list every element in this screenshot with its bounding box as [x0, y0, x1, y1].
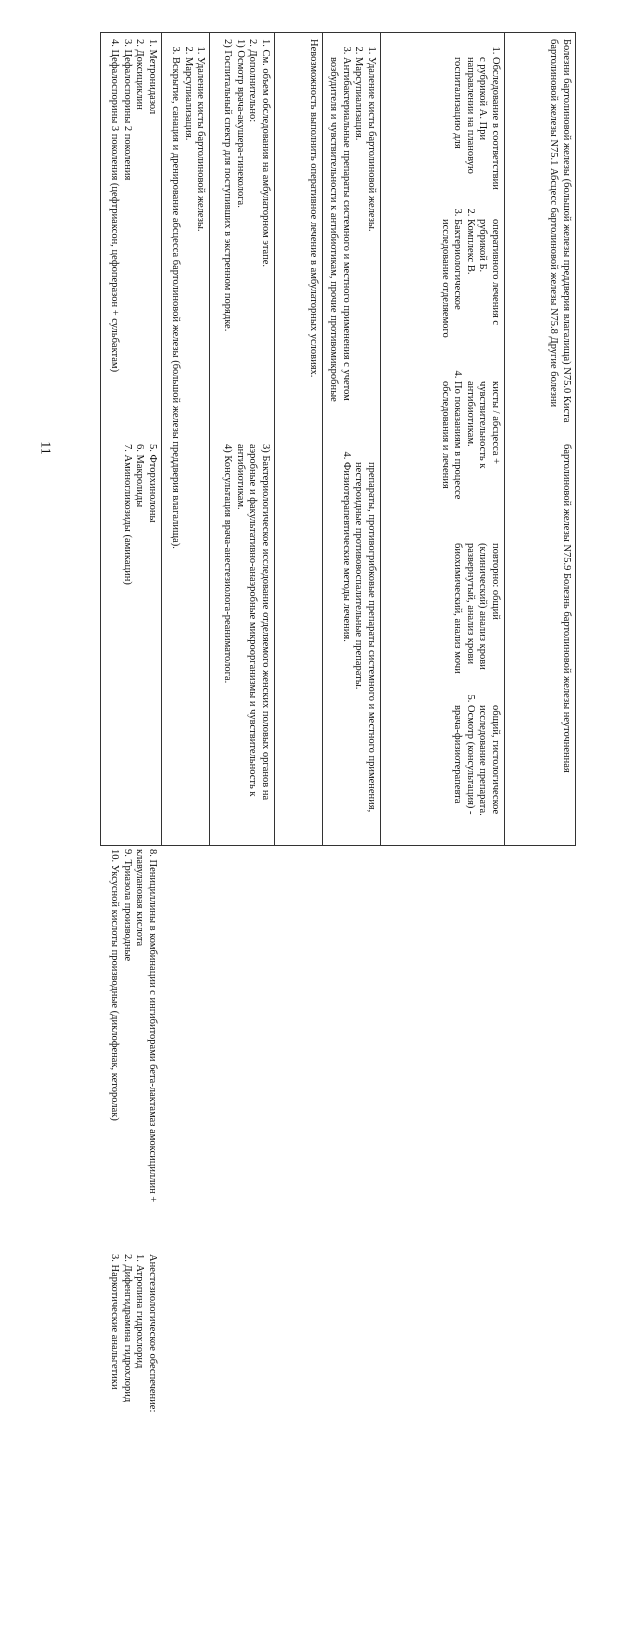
hospital-exam-num: 1. — [259, 39, 271, 47]
medication-num: 3. — [122, 39, 133, 47]
diagnosis-text: Болезни бартолиновой железы (большой железы преддверия влагалища) N75.0 Киста бартолиновой железы N75.1 Абсцесс бартолиновой железы N75.8 Другие болезни бартолиновой железы N75.9 Болезнь бартолиновой железы неуточненная — [548, 39, 572, 773]
hospital-exam-num: 1) — [234, 39, 246, 48]
table-row-diagnosis — [504, 33, 575, 845]
treatment-cell — [323, 33, 380, 845]
medication-num: 6. — [134, 444, 146, 452]
examination-item: 5. Осмотр (консультация) - врача-физиотерапевта — [451, 705, 476, 839]
hospital-exam-text: См. объем обследования на амбулаторном этапе. — [259, 49, 271, 267]
hospital-treatment-item: 3. Вскрытие, санация и дренирование абсцесса бартолиновой железы (большой железы преддверия влагалища). — [169, 57, 182, 839]
medication-item — [121, 39, 134, 434]
medication-text: Цефалоспорины 3 поколения (цефтриаксон, цефоперазон + сульбактам) — [109, 49, 121, 373]
treatment-standards-table — [100, 32, 576, 1413]
treatment-list — [327, 39, 377, 839]
rotated-table-frame — [100, 32, 576, 1413]
hospital-exam-num: 2) — [222, 39, 234, 48]
hospital-examination-cell — [210, 33, 274, 845]
table-row-treatment — [322, 33, 380, 845]
hospital-treatment-list — [169, 39, 207, 839]
examination-item: 3. Бактериологическое исследование отделяемого кисты / абсцесса + чувствительность к антибиотикам. — [438, 219, 501, 515]
medication-text: Уксусной кислоты производные (диклофенак, кеторолак) — [109, 864, 121, 1121]
medication-text: Пенициллины в комбинации с ингибиторами бета-лактамаз амоксициллин + клавулановая кислота — [134, 849, 158, 1203]
hospital-exam-num: 3) — [259, 444, 271, 453]
hospital-treatment-cell — [162, 33, 209, 845]
table-row-hospital-treatment — [161, 33, 209, 845]
treatment-item: 2. Марсупиализация. — [352, 57, 365, 434]
medication-item — [108, 1254, 121, 1649]
hospital-exam-item — [233, 39, 246, 434]
medication-item — [121, 1254, 134, 1649]
medications-cell — [101, 33, 161, 1413]
medication-text: Метронидазол — [147, 49, 158, 115]
medication-num: 1. — [134, 1254, 146, 1262]
treatment-item: 4. Физиотерапевтические методы лечения. — [339, 462, 352, 839]
hospital-exam-item — [221, 444, 234, 839]
hospital-exam-item — [233, 444, 271, 839]
table-row-hospital-examination — [209, 33, 274, 845]
hospital-exam-text: Консультация врача-анестезиолога-реаниматолога. — [222, 455, 234, 684]
medication-num: 4. — [109, 39, 121, 47]
medication-text: Цефалоспорины 2 поколения — [122, 49, 133, 181]
examination-item: 1. Обследование в соответствии с рубрикой А. При направлении на плановую госпитализацию для оперативного лечения с рубрикой Б. — [438, 57, 501, 353]
medication-num: 2. — [134, 39, 146, 47]
hospital-exam-item — [258, 39, 271, 434]
medication-num: 7. — [122, 444, 133, 452]
medication-num: 1. — [147, 39, 158, 47]
medication-item — [133, 39, 146, 434]
hospital-exam-num: 2. — [247, 39, 259, 47]
medication-item — [108, 39, 121, 434]
medication-item — [133, 849, 158, 1244]
hospital-exam-item — [246, 39, 259, 434]
medication-text: Дифенгидрамина гидрохлорид — [122, 1264, 133, 1403]
medication-num: 9. — [122, 849, 133, 857]
hospital-treatment-item: 2. Марсупиализация. — [181, 57, 194, 839]
medication-item — [121, 444, 134, 839]
examination-item: 4. По показаниям в процессе обследования и лечения повторно: общий (клинический) анализ крови развернутый, анализ крови биохимический, анализ мочи общий, гистологическое исследование препарата. — [438, 381, 501, 839]
treatment-item: 1. Удаление кисты бартолиновой железы. — [364, 57, 377, 434]
hospital-exam-num: 4) — [222, 444, 234, 453]
medication-text: Аминогликозиды (амикацин) — [122, 454, 133, 585]
diagnosis-cell — [505, 33, 575, 845]
medication-text: Макролиды — [134, 454, 146, 508]
medication-text: Доксициклин — [134, 49, 146, 110]
hospital-exam-text: Дополнительно: — [247, 49, 259, 123]
hospital-treatment-item: 1. Удаление кисты бартолиновой железы. — [194, 57, 207, 839]
medication-text: Атропина гидрохлорид — [134, 1264, 146, 1369]
hospital-indication-cell — [275, 33, 322, 845]
medication-num: 3. — [109, 1254, 121, 1262]
medication-item — [133, 1254, 146, 1649]
medication-text: Фторхинолоны — [147, 454, 158, 523]
medication-item — [108, 849, 121, 1244]
medication-item — [146, 444, 159, 839]
hospital-indication-text: Невозможность выполнить оперативное лечение в амбулаторных условиях. — [307, 39, 319, 378]
medication-item — [146, 39, 159, 434]
page-number: 11 — [37, 441, 53, 455]
hospital-exam-item — [221, 39, 234, 434]
medication-num: 5. — [147, 444, 158, 452]
medication-item — [121, 849, 134, 1244]
table-row-hospital-indication — [274, 33, 322, 845]
examination-cell — [381, 33, 504, 845]
hospital-exam-text: Бактериологическое исследование отделяемого женских половых органов на аэробные и факультативно-анаэробные микроорганизмы и чувствительность к антибиотикам. — [234, 444, 271, 801]
medication-text: Триазола производные — [122, 859, 133, 962]
medication-text: Наркотические анальгетики — [109, 1264, 121, 1390]
medication-num: 10. — [109, 849, 121, 863]
examination-list — [438, 39, 501, 839]
hospital-exam-text: Осмотр врача-акушера-гинеколога. — [234, 50, 246, 208]
examination-item: 2. Комплекс В. — [463, 219, 476, 353]
table-row-medications — [101, 33, 161, 1413]
hospital-exam-text: Госпитальный спектр для поступивших в экстренном порядке. — [222, 50, 234, 332]
medication-item — [133, 444, 146, 839]
treatment-item: 3. Антибактериальные препараты системного и местного применения с учетом возбудителя и чувствительности к антибиотикам, прочие противомикробные препараты, противогрибковые препараты системного и местного применения, нестероидные противовоспалительные препараты. — [327, 57, 377, 839]
anesthesia-heading: Анестезиологическое обеспечение: — [147, 1254, 158, 1413]
medication-num: 2. — [122, 1254, 133, 1262]
medication-num: 8. — [147, 849, 158, 857]
table-row-examination — [380, 33, 504, 845]
